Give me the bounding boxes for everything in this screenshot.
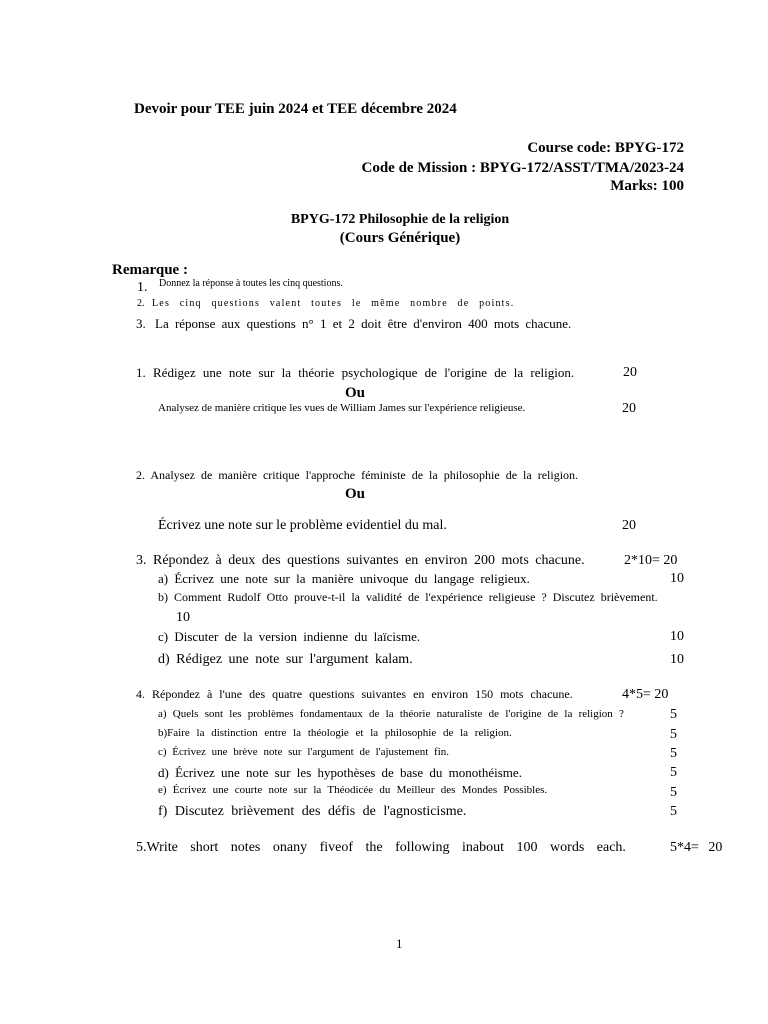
question-1: 1. Rédigez une note sur la théorie psychologique de l'origine de la religion. xyxy=(136,365,575,380)
question-4-marks: 4*5= 20 xyxy=(622,687,669,702)
question-3-item-marks: 10 xyxy=(670,629,684,644)
question-5: 5.Write short notes onany fiveof the following inabout 100 words each. xyxy=(136,840,626,855)
question-4: 4. Répondez à l'une des quatre questions suivantes en environ 150 mots chacune. xyxy=(136,687,573,701)
question-3-marks: 2*10= 20 xyxy=(624,553,678,568)
remark-number: 3. xyxy=(136,316,146,331)
question-4-item: c) Écrivez une brève note sur l'argument de l'ajustement fin. xyxy=(158,746,449,758)
question-4-item-marks: 5 xyxy=(670,707,677,722)
question-1-alternative: Analysez de manière critique les vues de William James sur l'expérience religieuse. xyxy=(158,402,526,414)
question-4-item-marks: 5 xyxy=(670,804,677,819)
or-separator: Ou xyxy=(345,385,366,401)
question-3-item: c) Discuter de la version indienne du laïcisme. xyxy=(158,629,421,644)
question-4-item-marks: 5 xyxy=(670,765,677,780)
remark-number: 2. xyxy=(137,298,145,309)
question-3-item: a) Écrivez une note sur la manière univoque du langage religieux. xyxy=(158,571,530,586)
question-3-item: b) Comment Rudolf Otto prouve-t-il la validité de l'expérience religieuse ? Discutez brièvement. xyxy=(158,590,658,604)
or-separator: Ou xyxy=(345,486,366,502)
assignment-title: Devoir pour TEE juin 2024 et TEE décembre 2024 xyxy=(134,101,457,117)
mission-code: Code de Mission : BPYG-172/ASST/TMA/2023-24 xyxy=(361,160,684,176)
question-4-item: f) Discutez brièvement des défis de l'agnosticisme. xyxy=(158,804,467,819)
question-4-item: b)Faire la distinction entre la théologie et la philosophie de la religion. xyxy=(158,727,512,739)
question-3-item-marks: 10 xyxy=(670,652,684,667)
course-title: BPYG-172 Philosophie de la religion xyxy=(290,212,510,227)
question-3: 3. Répondez à deux des questions suivantes en environ 200 mots chacune. xyxy=(136,553,585,568)
remarks-heading: Remarque : xyxy=(112,262,188,278)
question-4-item: d) Écrivez une note sur les hypothèses de base du monothéisme. xyxy=(158,765,522,780)
page-number: 1 xyxy=(396,936,403,951)
question-4-item-marks: 5 xyxy=(670,746,677,761)
remark-number: 1. xyxy=(137,280,148,295)
remark-text: La réponse aux questions n° 1 et 2 doit être d'environ 400 mots chacune. xyxy=(155,316,572,331)
question-2-alternative: Écrivez une note sur le problème evidentiel du mal. xyxy=(158,518,447,533)
question-5-marks: 5*4= 20 xyxy=(670,840,723,855)
question-4-item: a) Quels sont les problèmes fondamentaux de la théorie naturaliste de l'origine de la religion ? xyxy=(158,708,624,720)
question-3-item-marks: 10 xyxy=(670,571,684,586)
question-2: 2. Analysez de manière critique l'approche féministe de la philosophie de la religion. xyxy=(136,468,579,482)
course-code: Course code: BPYG-172 xyxy=(527,140,684,156)
course-subtitle: (Cours Générique) xyxy=(339,230,461,246)
remark-text: Donnez la réponse à toutes les cinq questions. xyxy=(159,278,343,289)
total-marks: Marks: 100 xyxy=(610,178,684,194)
question-4-item-marks: 5 xyxy=(670,727,677,742)
question-1-alt-marks: 20 xyxy=(622,401,636,416)
question-3-item-marks: 10 xyxy=(176,610,190,625)
question-3-item: d) Rédigez une note sur l'argument kalam. xyxy=(158,652,413,667)
question-4-item-marks: 5 xyxy=(670,785,677,800)
question-4-item: e) Écrivez une courte note sur la Théodicée du Meilleur des Mondes Possibles. xyxy=(158,784,548,796)
remark-text: Les cinq questions valent toutes le même nombre de points. xyxy=(152,298,515,309)
question-1-marks: 20 xyxy=(623,365,637,380)
question-2-alt-marks: 20 xyxy=(622,518,636,533)
